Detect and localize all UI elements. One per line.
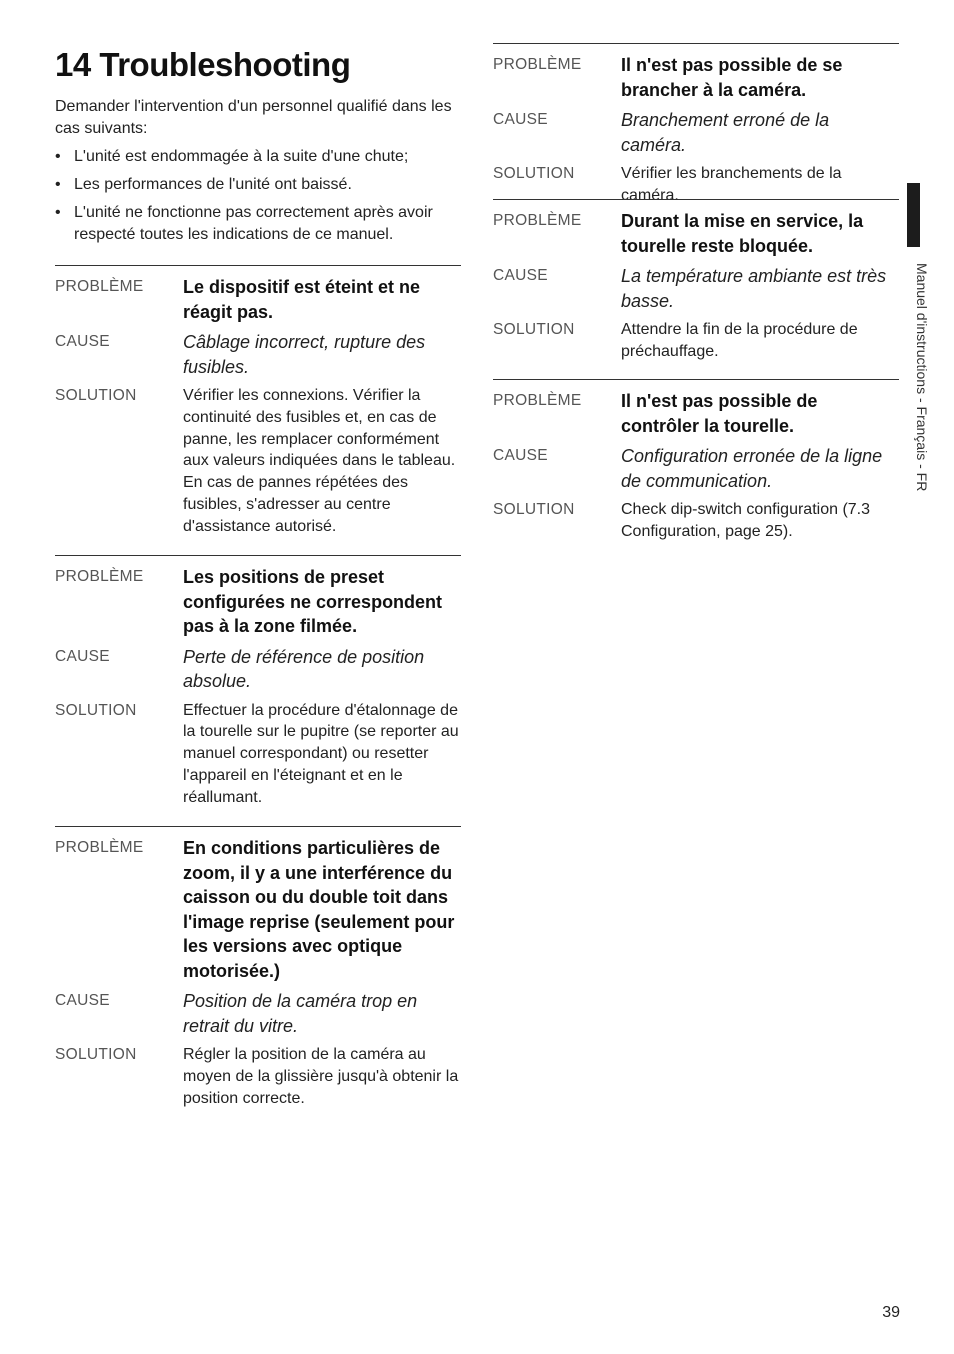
page-number: 39 [882,1304,900,1321]
cause-label: CAUSE [493,111,548,128]
cause-text: Câblage incorrect, rupture des fusibles. [183,332,426,377]
problem-label: PROBLÈME [55,568,144,585]
solution-label: SOLUTION [493,501,575,518]
solution-label: SOLUTION [55,1046,137,1063]
problem-label: PROBLÈME [55,839,144,856]
solution-label: SOLUTION [493,321,575,338]
cause-text: Perte de référence de position absolue. [183,646,425,691]
cause-label: CAUSE [55,992,110,1009]
issue-block [55,826,461,1109]
issue-block [493,43,899,207]
problem-label: PROBLÈME [55,278,144,295]
cause-label: CAUSE [55,647,110,665]
solution-text: Effectuer la procédure d'étalonnage de la tourelle sur le pupitre (se reporter au manuel correspondant) ou resetter l'appareil en l'éteignant et en le réallumant. [183,701,459,806]
side-manual-label: Manuel d'instructions - Français - FR [914,263,930,492]
problem-label: PROBLÈME [493,56,582,73]
section-tab-marker [907,183,920,247]
page-title: 14 Troubleshooting [55,46,351,83]
problem-text: Les positions de preset configurées ne correspondent pas à la zone filmée. [183,567,443,636]
solution-text: Vérifier les connexions. Vérifier la continuité des fusibles et, en cas de panne, les remplacer conformément aux valeurs indiquées dans le tableau. En cas de pannes répétées des fusibles, s'adresser au centre d'assistance autorisé. [183,387,456,535]
issue-block [55,265,461,538]
solution-text: Attendre la fin de la procédure de préchauffage. [621,321,858,360]
condition-list [55,146,461,252]
issue-block [493,379,899,543]
solution-text: Régler la position de la caméra au moyen de la glissière jusqu'à obtenir la position correcte. [183,1046,459,1107]
problem-text: Durant la mise en service, la tourelle reste bloquée. [621,211,864,256]
cause-text: La température ambiante est très basse. [621,266,887,311]
cause-text: Branchement erroné de la caméra. [621,110,830,155]
list-item: • L'unité est endommagée à la suite d'une chute; [55,146,461,168]
solution-text: Vérifier les branchements de la caméra. [621,165,842,204]
cause-text: Position de la caméra trop en retrait du vitre. [183,991,418,1036]
intro-text: Demander l'intervention d'un personnel qualifié dans les cas suivants: [55,98,452,137]
list-item: • Les performances de l'unité ont baissé. [55,174,461,196]
solution-label: SOLUTION [55,701,137,719]
problem-text: Il n'est pas possible de contrôler la tourelle. [621,391,818,436]
problem-label: PROBLÈME [493,212,582,229]
list-item: • L'unité ne fonctionne pas correctement après avoir respecté toutes les indications de ce manuel. [55,202,461,245]
cause-label: CAUSE [493,267,548,284]
problem-text: En conditions particulières de zoom, il y a une interférence du caisson ou du double toit dans l'image reprise (seulement pour les versions avec optique motorisée.) [183,838,455,981]
cause-label: CAUSE [55,333,110,350]
cause-label: CAUSE [493,447,548,464]
issue-block [55,555,461,808]
solution-label: SOLUTION [55,387,137,404]
cause-text: Configuration erronée de la ligne de communication. [621,446,883,491]
problem-text: Il n'est pas possible de se brancher à la caméra. [621,55,843,100]
solution-text: Check dip-switch configuration (7.3 Configuration, page 25). [621,501,871,540]
issue-block [493,199,899,363]
problem-label: PROBLÈME [493,392,582,409]
solution-label: SOLUTION [493,165,575,182]
problem-text: Le dispositif est éteint et ne réagit pas. [183,277,421,322]
